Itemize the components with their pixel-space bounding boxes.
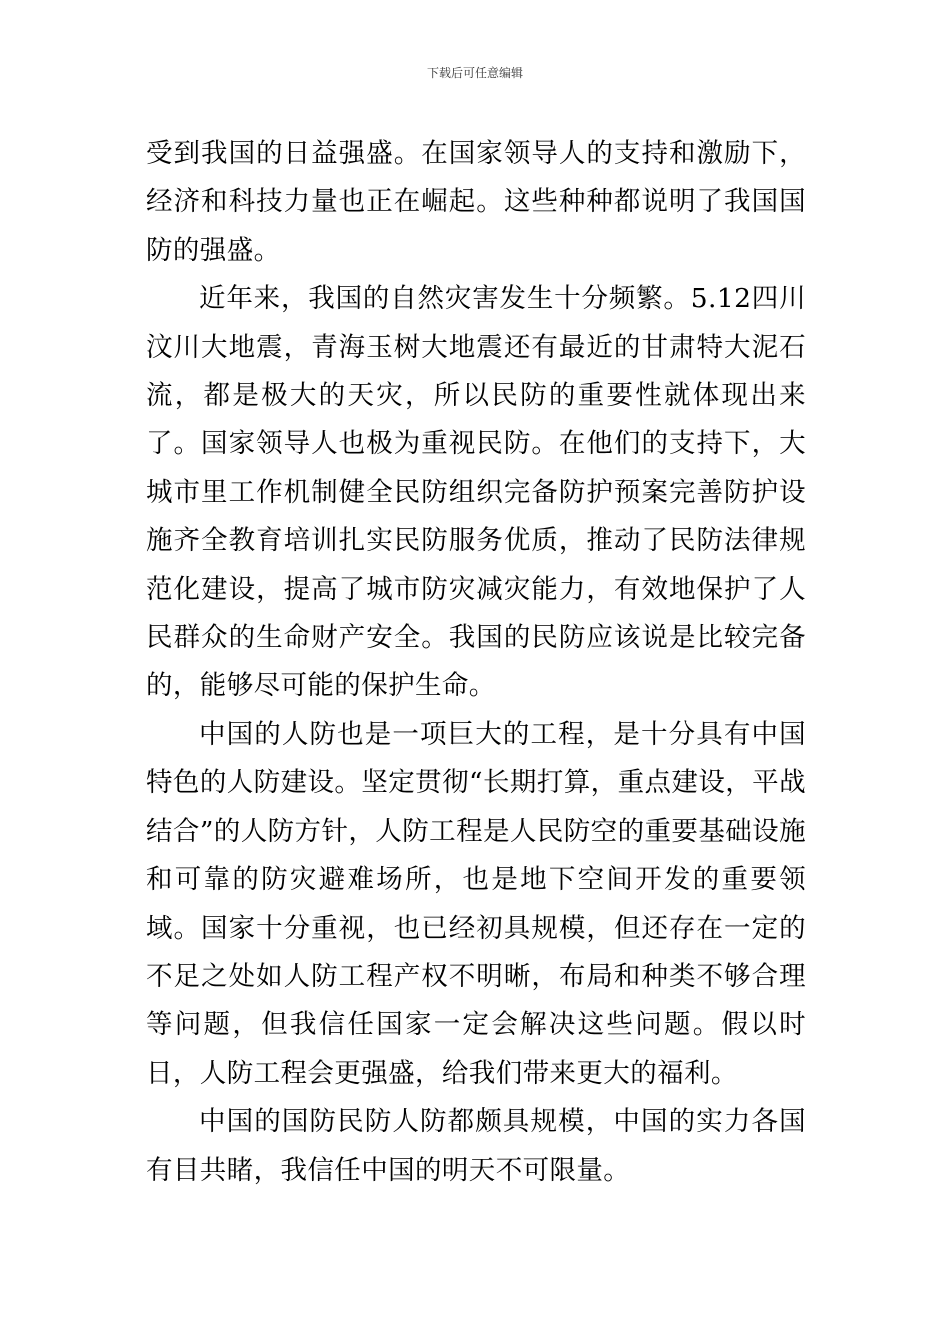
paragraph-conclusion: 中国的国防民防人防都颇具规模，中国的实力各国有目共睹，我信任中国的明天不可限量。 [146, 1106, 806, 1186]
paragraph-continuation: 受到我国的日益强盛。在国家领导人的支持和激励下，经济和科技力量也正在崛起。这些种种都说明了我国国防的强盛。 [146, 138, 806, 266]
paragraph-civil-defense: 近年来，我国的自然灾害发生十分频繁。5.12四川汶川大地震，青海玉树大地震还有最近的甘肃特大泥石流，都是极大的天灾，所以民防的重要性就体现出来了。国家领导人也极为重视民防。在他们的支持下，大城市里工作机制健全民防组织完备防护预案完善防护设施齐全教育培训扎实民防服务优质，推动了民防法律规范化建设，提高了城市防灾减灾能力，有效地保护了人民群众的生命财产安全。我国的民防应该说是比较完备的，能够尽可能的保护生命。 [146, 283, 806, 702]
page-header: 下载后可任意编辑 [426, 66, 523, 80]
paragraph-air-defense: 中国的人防也是一项巨大的工程，是十分具有中国特色的人防建设。坚定贯彻“长期打算，重点建设，平战结合”的人防方针，人防工程是人民防空的重要基础设施和可靠的防灾避难场所，也是地下空间开发的重要领域。国家十分重视，也已经初具规模，但还存在一定的不足之处如人防工程产权不明晰，布局和种类不够合理等问题，但我信任国家一定会解决这些问题。假以时日，人防工程会更强盛，给我们带来更大的福利。 [146, 718, 806, 1089]
document-body [146, 130, 806, 1195]
